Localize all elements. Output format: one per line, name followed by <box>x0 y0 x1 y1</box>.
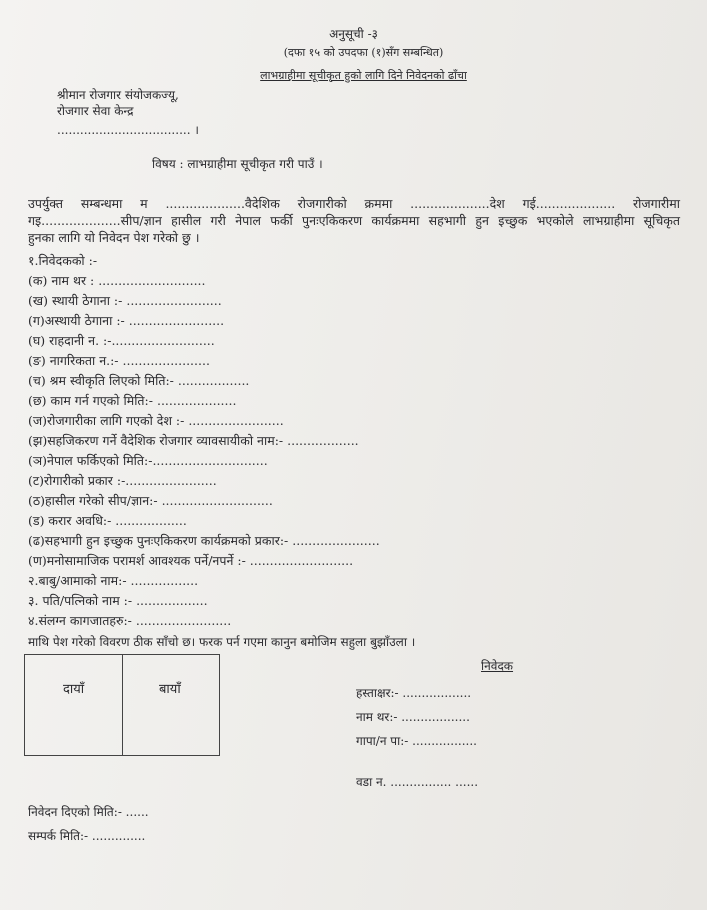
list-item: (ण)मनोसामाजिक परामर्श आवश्यक पर्ने/नपर्ने :- .......................... <box>28 553 354 568</box>
municipality-field: गापा/न पा:- ................. <box>356 734 477 748</box>
subject-line: विषय : लाभग्राहीमा सूचीकृत गरी पाउँ । <box>152 157 323 171</box>
list-item: (ठ)हासील गरेको सीप/ज्ञान:- ............................ <box>28 493 273 508</box>
contact-date-field: सम्पर्क मिति:- .............. <box>28 829 146 843</box>
body-paragraph <box>28 195 680 246</box>
list-item: (ञ)नेपाल फर्किएको मिति:-............................. <box>28 453 268 468</box>
body-line-1: उपर्युक्त सम्बन्धमा म ....................वैदेशिक रोजगारीको क्रममा ....................देश गई.................... रोजगारीमा <box>28 196 680 211</box>
clause-reference: (दफा १५ को उपदफा (१)सँग सम्बन्धित) <box>283 46 444 59</box>
list-item: (ज)रोजगारीका लागि गएको देश :- ........................ <box>28 413 284 428</box>
list-item: (घ) राहदानी न. :-.......................... <box>28 333 215 348</box>
list-item: (ट)रोगारीको प्रकार :-....................... <box>28 473 217 488</box>
list-item: २.बाबु/आमाको नाम:- ................. <box>28 573 199 588</box>
form-title: लाभग्राहीमा सूचीकृत हुको लागि दिने निवेदनको ढाँचा <box>260 69 467 82</box>
thumbprint-divider <box>122 655 123 755</box>
body-line-2: गइ....................सीप/ज्ञान हासील गरी नेपाल फर्की पुनःएकिकरण कार्यक्रममा सहभागी हुन इच्छुक भएकोले लाभग्राहीमा सूचिकृत <box>28 213 680 228</box>
left-thumb-label: बायाँ <box>159 682 181 697</box>
list-item: (ड) करार अवधि:- .................. <box>28 513 187 528</box>
list-item: ३. पति/पत्निको नाम :- .................. <box>28 593 208 608</box>
list-item: (ग)अस्थायी ठेगाना :- ........................ <box>28 313 225 328</box>
declaration-statement: माथि पेश गरेको विवरण ठीक साँचो छ। फरक पर्न गएमा कानुन बमोजिम सहुला बुझाँउला । <box>28 635 416 649</box>
body-line-3: हुनका लागि यो निवेदन पेश गरेको छु । <box>28 230 200 245</box>
applicant-name-field: नाम थर:- .................. <box>356 710 470 724</box>
list-item: (क) नाम थर : ........................... <box>28 273 206 288</box>
addressee-line-3: ................................... । <box>57 123 199 137</box>
applicant-heading: निवेदक <box>481 659 514 673</box>
schedule-label: अनुसूची -३ <box>329 27 378 41</box>
addressee-line-2: रोजगार सेवा केन्द्र <box>57 104 134 118</box>
right-thumb-label: दायाँ <box>63 682 85 697</box>
list-item: १.निवेदकको :- <box>28 253 98 268</box>
signature-field: हस्ताक्षर:- .................. <box>356 686 472 700</box>
list-item: (ख) स्थायी ठेगाना :- ........................ <box>28 293 222 308</box>
application-date-field: निवेदन दिएको मिति:- ...... <box>28 805 149 819</box>
ward-number-field: वडा न. ................ ...... <box>356 775 479 789</box>
list-item: (च) श्रम स्वीकृति लिएको मिति:- .................. <box>28 373 250 388</box>
list-item: (छ) काम गर्न गएको मिति:- .................... <box>28 393 237 408</box>
list-item: (ङ) नागरिकता न.:- ...................... <box>28 353 210 368</box>
list-item: (झ)सहजिकरण गर्ने वैदेशिक रोजगार व्यावसायीको नाम:- .................. <box>28 433 359 448</box>
list-item: (ढ)सहभागी हुन इच्छुक पुनःएकिकरण कार्यक्रमको प्रकार:- ...................... <box>28 533 380 548</box>
thumbprint-box <box>24 654 220 756</box>
list-item: ४.संलग्न कागजातहरु:- ........................ <box>28 613 232 628</box>
addressee-line-1: श्रीमान रोजगार संयोजकज्यू, <box>57 88 179 102</box>
